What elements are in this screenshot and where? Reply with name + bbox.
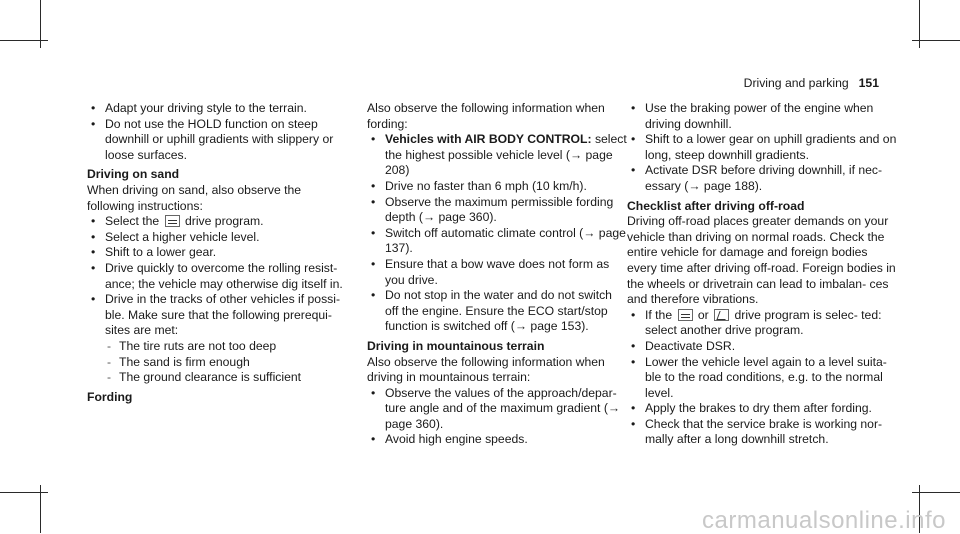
list-item: • Do not stop in the water and do not switch off the engine. Ensure the ECO start/stop function is switched off (→ page 153). [367, 288, 627, 335]
paragraph: Also observe the following information when fording: [367, 101, 605, 131]
sub-list-item: - The tire ruts are not too deep [87, 339, 347, 355]
list-item: • Activate DSR before driving downhill, if nec- essary (→ page 188). [627, 163, 897, 194]
list-item: • Observe the maximum permissible fording depth (→ page 360). [367, 195, 627, 226]
column-2 [367, 101, 627, 448]
column-1 [87, 101, 347, 405]
list-item: • Check that the service brake is working nor- mally after a long downhill stretch. [627, 417, 897, 448]
label: Vehicles with AIR BODY CONTROL: [385, 132, 592, 147]
page-number: 151 [858, 76, 879, 90]
list-item: • Switch off automatic climate control (→ page 137). [367, 226, 627, 257]
section-title: Driving and parking [743, 76, 849, 90]
text: drive program. [184, 214, 264, 229]
text: or [697, 307, 709, 322]
section-heading-mountain: Driving in mountainous terrain [367, 338, 545, 353]
list-item [627, 308, 897, 339]
text: If the [645, 307, 673, 322]
list-item: • Shift to a lower gear. [87, 245, 347, 261]
list-item: • Ensure that a bow wave does not form as you drive. [367, 257, 627, 288]
section-heading-fording: Fording [87, 389, 133, 404]
watermark: carmanualsonline.info [702, 507, 946, 534]
list-item: • Use the braking power of the engine when driving downhill. [627, 101, 897, 132]
list-item: • Select a higher vehicle level. [87, 230, 347, 246]
list-item: • Observe the values of the approach/depar- ture angle and of the maximum gradient (→ page 360). [367, 386, 627, 433]
sub-list-item: - The ground clearance is sufficient [87, 370, 347, 386]
column-3 [627, 101, 897, 448]
list-item: • Drive no faster than 6 mph (10 km/h). [367, 179, 627, 195]
steep-program-icon [714, 309, 729, 321]
list-item: • Apply the brakes to dry them after fording. [627, 401, 897, 417]
list-item [87, 214, 347, 230]
page-header [744, 76, 879, 92]
section-heading-sand: Driving on sand [87, 167, 180, 182]
crop-mark [912, 40, 960, 41]
list-item: • Lower the vehicle level again to a level suita- ble to the road conditions, e.g. to the normal level. [627, 355, 897, 402]
list-item: • Shift to a lower gear on uphill gradients and on long, steep downhill gradients. [627, 132, 897, 163]
text: Select the [105, 214, 160, 229]
list-item: • Adapt your driving style to the terrain. [87, 101, 347, 117]
crop-mark [0, 492, 48, 493]
text: select the highest possible vehicle level (→ page 208) [385, 132, 627, 178]
sand-program-icon [678, 309, 693, 321]
text: drive program is selec- ted: select another drive program. [645, 307, 882, 338]
list-item: • Do not use the HOLD function on steep downhill or uphill gradients with slippery or loose surfaces. [87, 117, 347, 164]
sub-list-item: - The sand is firm enough [87, 355, 347, 371]
list-item [367, 132, 627, 179]
list-item: • Deactivate DSR. [627, 339, 897, 355]
crop-mark [0, 40, 48, 41]
paragraph: Driving off-road places greater demands on your vehicle than driving on normal roads. Check the entire vehicle for damage and foreign bodies every time after driving off-road. Foreign bodies in the wheels or drivetrain can lead to imbalan- ces and therefore vibrations. [627, 214, 896, 307]
crop-mark [912, 492, 960, 493]
paragraph: When driving on sand, also observe the following instructions: [87, 182, 302, 213]
list-item: • Drive in the tracks of other vehicles if possi- ble. Make sure that the following prerequi- sites are met: [87, 292, 347, 339]
section-heading-checklist: Checklist after driving off-road [627, 198, 805, 213]
list-item: • Avoid high engine speeds. [367, 432, 627, 448]
sand-program-icon [165, 215, 180, 227]
paragraph: Also observe the following information when driving in mountainous terrain: [367, 354, 605, 385]
list-item: • Drive quickly to overcome the rolling resist- ance; the vehicle may otherwise dig itself in. [87, 261, 347, 292]
